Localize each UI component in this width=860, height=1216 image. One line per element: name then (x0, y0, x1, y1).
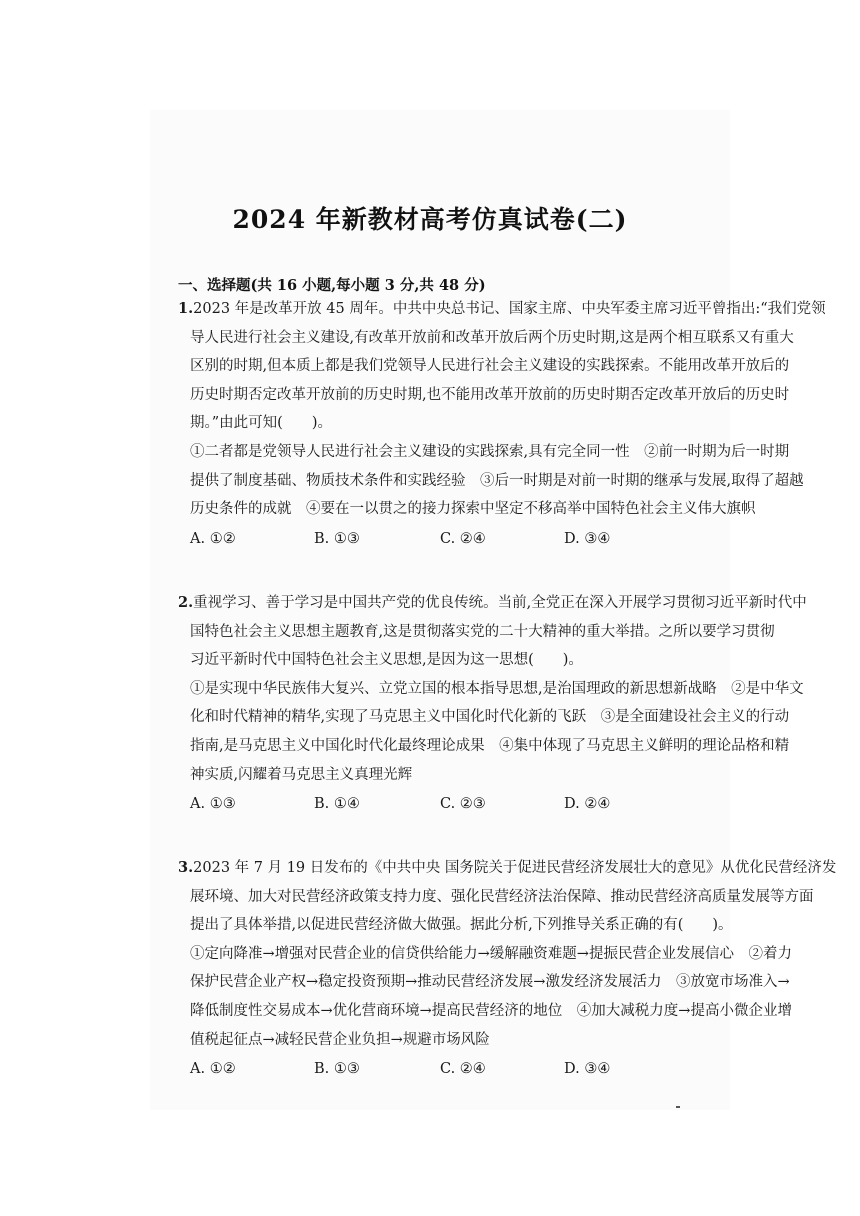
statement-line: ①二者都是党领导人民进行社会主义建设的实践探索,具有完全同一性 ②前一时期为后一时期 (190, 443, 790, 460)
statement-line: 历史条件的成就 ④要在一以贯之的接力探索中坚定不移高举中国特色社会主义伟大旗帜 (190, 501, 756, 518)
statement-line: ①是实现中华民族伟大复兴、立党立国的根本指导思想,是治国理政的新思想新战略 ②是中华文 (190, 680, 804, 697)
option-c[interactable]: C. ②④ (440, 530, 486, 547)
question-stem-line: 2.重视学习、善于学习是中国共产党的优良传统。当前,全党正在深入开展学习贯彻习近平新时代中 (178, 594, 807, 611)
option-d[interactable]: D. ②④ (564, 796, 611, 813)
question-number: 2. (178, 594, 194, 611)
question-stem-line: 历史时期否定改革开放前的历史时期,也不能用改革开放前的历史时期否定改革开放后的历史时 (190, 386, 790, 403)
option-a[interactable]: A. ①② (190, 1061, 236, 1078)
question-stem-line: 3.2023 年 7 月 19 日发布的《中共中央 国务院关于促进民营经济发展壮大的意见》从优化民营经济发 (178, 859, 837, 876)
option-b[interactable]: B. ①③ (314, 530, 360, 547)
question-stem-line: 展环境、加大对民营经济政策支持力度、强化民营经济法治保障、推动民营经济高质量发展等方面 (190, 888, 814, 905)
option-a[interactable]: A. ①② (190, 530, 236, 547)
question-stem-line: 区别的时期,但本质上都是我们党领导人民进行社会主义建设的实践探索。不能用改革开放后的 (190, 358, 790, 375)
question-stem-line: 1.2023 年是改革开放 45 周年。中共中央总书记、国家主席、中央军委主席习近平曾指出:“我们党领 (178, 300, 826, 317)
question-1 (178, 295, 826, 554)
question-stem-line: 导人民进行社会主义建设,有改革开放前和改革开放后两个历史时期,这是两个相互联系又有重大 (190, 329, 794, 346)
question-3 (178, 854, 837, 1084)
statement-line: 指南,是马克思主义中国化时代化最终理论成果 ④集中体现了马克思主义鲜明的理论品格和精 (190, 737, 790, 754)
statement-line: 化和时代精神的精华,实现了马克思主义中国化时代化新的飞跃 ③是全面建设社会主义的行动 (190, 709, 790, 726)
section-heading: 一、选择题(共 16 小题,每小题 3 分,共 48 分) (178, 277, 486, 294)
statement-line: 提供了制度基础、物质技术条件和实践经验 ③后一时期是对前一时期的继承与发展,取得了超越 (190, 472, 804, 489)
question-stem-line: 期。”由此可知( )。 (190, 415, 332, 432)
question-number: 3. (178, 859, 194, 876)
scan-mark (676, 1106, 680, 1108)
question-stem-line: 国特色社会主义思想主题教育,这是贯彻落实党的二十大精神的重大举措。之所以要学习贯彻 (190, 623, 775, 640)
page-title: 2024 年新教材高考仿真试卷(二) (232, 205, 628, 234)
statement-line: 降低制度性交易成本→优化营商环境→提高民营经济的地位 ④加大减税力度→提高小微企业增 (190, 1002, 792, 1019)
option-d[interactable]: D. ③④ (564, 1061, 611, 1078)
statement-line: ①定向降准→增强对民营企业的信贷供给能力→缓解融资难题→提振民营企业发展信心 ②着力 (190, 945, 792, 962)
statement-line: 保护民营企业产权→稳定投资预期→推动民营经济发展→激发经济发展活力 ③放宽市场准入→ (190, 974, 790, 991)
option-a[interactable]: A. ①③ (190, 796, 236, 813)
option-b[interactable]: B. ①④ (314, 796, 360, 813)
statement-line: 神实质,闪耀着马克思主义真理光辉 (190, 766, 413, 783)
statement-line: 值税起征点→减轻民营企业负担→规避市场风险 (190, 1031, 490, 1048)
answer-options (178, 789, 734, 819)
question-2 (178, 589, 807, 819)
question-stem-line: 提出了具体举措,以促进民营经济做大做强。据此分析,下列推导关系正确的有( )。 (190, 917, 733, 934)
option-d[interactable]: D. ③④ (564, 530, 611, 547)
answer-options (178, 524, 734, 554)
answer-options (178, 1054, 734, 1084)
question-stem-line: 习近平新时代中国特色社会主义思想,是因为这一思想( )。 (190, 652, 583, 669)
option-c[interactable]: C. ②④ (440, 1061, 486, 1078)
option-c[interactable]: C. ②③ (440, 796, 486, 813)
option-b[interactable]: B. ①③ (314, 1061, 360, 1078)
question-number: 1. (178, 300, 194, 317)
